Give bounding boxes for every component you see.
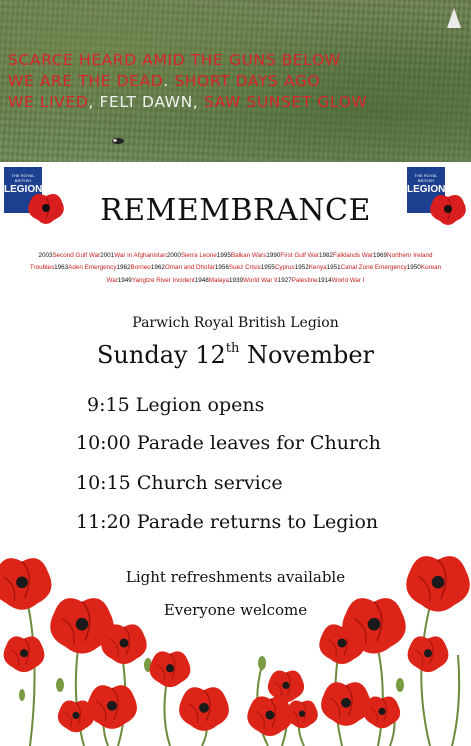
poem-lines [8,50,367,113]
conflict-name: First Gulf War [280,252,319,259]
conflict-entry [167,252,217,259]
conflict-name: Cyprus [274,264,295,272]
schedule-item: 9:15 Legion opens [87,394,265,416]
conflict-name: Borneo [130,264,151,272]
grass-banner [0,0,471,162]
conflict-name: Yangtze River Incident [131,276,195,284]
conflict-entry [229,277,278,284]
schedule-item: 11:20 Parade returns to Legion [76,511,379,533]
conflict-entry [215,264,261,271]
conflict-year: 1927 [277,276,292,284]
conflict-year: 1969 [373,252,388,259]
schedule-item: 10:00 Parade leaves for Church [76,432,381,454]
conflict-year: 1951 [326,264,341,272]
conflict-entry [38,252,100,259]
organisation-name: Parwich Royal British Legion [132,315,339,331]
conflict-name: Kenya [308,264,327,272]
conflict-name: Falklands War [333,252,374,259]
welcome-note: Everyone welcome [163,601,308,619]
conflict-name: Second Gulf War [52,252,101,259]
tree-shape-icon [445,6,463,28]
conflict-year: 1914 [317,276,332,284]
poppy-field-illustration [0,545,471,746]
conflict-name: World War II [243,276,278,284]
conflict-year: 1982 [319,252,334,259]
conflict-name: Sierra Leone [180,252,217,259]
conflict-entry [266,252,319,259]
conflict-year: 1939 [229,276,244,284]
conflict-entry [295,264,327,271]
conflict-year: 1995 [216,252,231,259]
conflict-year: 1950 [406,264,421,272]
conflict-entry [319,252,373,259]
conflict-year: 1952 [294,264,309,272]
conflict-entry [116,264,150,271]
conflict-year: 2001 [100,252,115,259]
conflicts-list [14,250,457,287]
conflict-name: War in Afghanistan [114,252,167,259]
conflict-entry [100,252,167,259]
logo-small-text: THE ROYAL BRITISH [11,173,35,183]
conflict-entry [278,277,318,284]
conflict-entry [327,264,407,271]
conflict-year: 1955 [260,264,275,272]
conflict-year: 2000 [166,252,181,259]
conflict-year: 1990 [266,252,281,259]
schedule-item: 10:15 Church service [76,472,283,494]
conflict-year: 2003 [38,252,53,259]
conflict-year: 1962 [116,264,131,272]
conflict-year: 1962 [150,264,165,272]
page-title: REMEMBRANCE [100,193,371,228]
conflict-entry [217,252,266,259]
poem-line-2: WE ARE THE DEAD. SHORT DAYS AGO [8,72,321,90]
poem-line-3: WE LIVED, FELT DAWN, SAW SUNSET GLOW [8,93,368,111]
conflict-year: 1949 [117,276,132,284]
conflict-entry [151,264,215,271]
conflict-name: Northern Ireland Troubles [29,252,433,272]
conflict-year: 1963 [54,264,69,272]
conflict-name: Oman and Dhofar [164,264,215,272]
conflict-entry [195,277,229,284]
conflict-name: Korean War [106,264,442,284]
logo-big-text: LEGION [4,184,43,195]
conflict-name: World War I [331,276,365,284]
logo-big-text: LEGION [407,184,446,195]
conflict-name: Malaya [208,276,230,284]
conflict-name: Palestine [291,276,318,284]
logo-small-text: THE ROYAL BRITISH [414,173,438,183]
conflict-entry [118,277,195,284]
conflict-name: Aden Emergency [68,264,117,272]
poem-line-1: SCARCE HEARD AMID THE GUNS BELOW [8,51,341,69]
conflict-entry [261,264,295,271]
conflict-year: 1956 [214,264,229,272]
conflict-entry [54,264,116,271]
conflict-entry [318,277,365,284]
conflict-name: Suez Crisis [228,264,261,272]
conflict-name: Balkan Wars [230,252,267,259]
conflict-year: 1948 [194,276,209,284]
bird-icon [110,137,126,145]
event-date: Sunday 12th November [96,341,374,369]
conflict-name: Canal Zone Emergency [340,264,407,272]
refreshments-note: Light refreshments available [125,568,346,586]
